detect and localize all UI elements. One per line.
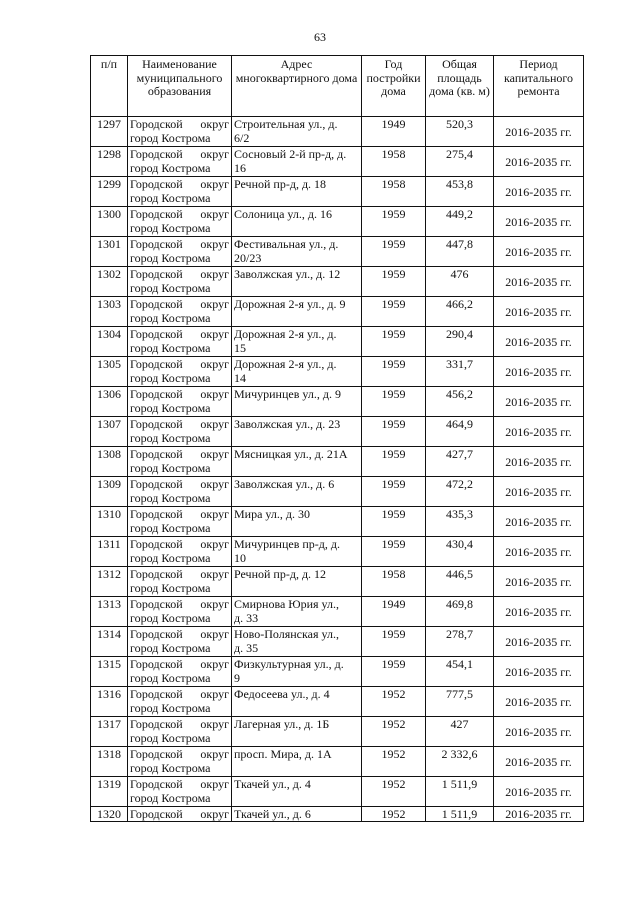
cell-period: 2016-2035 гг. xyxy=(494,297,584,327)
municipality-word2: округ xyxy=(200,477,229,491)
cell-number: 1312 xyxy=(91,567,128,597)
municipality-line2: город Кострома xyxy=(130,431,211,445)
cell-address xyxy=(232,777,362,807)
cell-number: 1300 xyxy=(91,207,128,237)
municipality-word2: округ xyxy=(200,777,229,791)
municipality-word1: Городской xyxy=(130,207,183,221)
cell-address xyxy=(232,657,362,687)
cell-year: 1959 xyxy=(362,267,426,297)
cell-period: 2016-2035 гг. xyxy=(494,507,584,537)
address-line1: Заволжская ул., д. 23 xyxy=(234,417,341,431)
cell-address xyxy=(232,687,362,717)
cell-municipality xyxy=(128,657,232,687)
address-line1: Солоница ул., д. 16 xyxy=(234,207,332,221)
address-line1: Ново-Полянская ул., xyxy=(234,627,339,641)
table-row xyxy=(91,807,584,822)
cell-area: 435,3 xyxy=(426,507,494,537)
cell-number: 1319 xyxy=(91,777,128,807)
municipality-word1: Городской xyxy=(130,297,183,311)
municipality-word2: округ xyxy=(200,237,229,251)
cell-address xyxy=(232,147,362,177)
municipality-line2: город Кострома xyxy=(130,791,211,805)
table-row xyxy=(91,657,584,687)
cell-area: 427 xyxy=(426,717,494,747)
municipality-word2: округ xyxy=(200,687,229,701)
table-row xyxy=(91,567,584,597)
cell-municipality xyxy=(128,777,232,807)
cell-period: 2016-2035 гг. xyxy=(494,807,584,822)
cell-number: 1308 xyxy=(91,447,128,477)
address-line1: Федосеева ул., д. 4 xyxy=(234,687,330,701)
cell-area: 469,8 xyxy=(426,597,494,627)
table-row xyxy=(91,357,584,387)
cell-year: 1959 xyxy=(362,237,426,267)
municipality-word2: округ xyxy=(200,747,229,761)
cell-address xyxy=(232,747,362,777)
cell-period: 2016-2035 гг. xyxy=(494,687,584,717)
cell-number: 1317 xyxy=(91,717,128,747)
municipality-word2: округ xyxy=(200,807,229,821)
cell-number: 1303 xyxy=(91,297,128,327)
municipality-line2: город Кострома xyxy=(130,341,211,355)
address-line2: 10 xyxy=(234,551,246,565)
cell-period: 2016-2035 гг. xyxy=(494,747,584,777)
address-line1: просп. Мира, д. 1А xyxy=(234,747,332,761)
cell-year: 1959 xyxy=(362,387,426,417)
municipality-word1: Городской xyxy=(130,267,183,281)
municipality-word2: округ xyxy=(200,117,229,131)
table-row xyxy=(91,297,584,327)
cell-number: 1302 xyxy=(91,267,128,297)
cell-number: 1301 xyxy=(91,237,128,267)
municipality-word1: Городской xyxy=(130,507,183,521)
header-year: Год постройки дома xyxy=(362,56,426,117)
municipality-word1: Городской xyxy=(130,117,183,131)
municipality-word2: округ xyxy=(200,327,229,341)
cell-area: 2 332,6 xyxy=(426,747,494,777)
table-row xyxy=(91,147,584,177)
address-line2: 9 xyxy=(234,671,240,685)
cell-municipality xyxy=(128,627,232,657)
table-row xyxy=(91,717,584,747)
cell-address xyxy=(232,177,362,207)
municipality-line2: город Кострома xyxy=(130,641,211,655)
municipality-line2: город Кострома xyxy=(130,251,211,265)
municipality-word2: округ xyxy=(200,417,229,431)
table-row xyxy=(91,687,584,717)
cell-municipality xyxy=(128,537,232,567)
cell-year: 1959 xyxy=(362,657,426,687)
municipality-word1: Городской xyxy=(130,177,183,191)
municipality-word1: Городской xyxy=(130,147,183,161)
cell-area: 453,8 xyxy=(426,177,494,207)
address-line2: 6/2 xyxy=(234,131,250,145)
cell-municipality xyxy=(128,807,232,822)
municipality-line2: город Кострома xyxy=(130,191,211,205)
address-line1: Мясницкая ул., д. 21А xyxy=(234,447,348,461)
municipality-line2: город Кострома xyxy=(130,671,211,685)
municipality-word2: округ xyxy=(200,177,229,191)
cell-year: 1959 xyxy=(362,327,426,357)
cell-area: 454,1 xyxy=(426,657,494,687)
cell-year: 1952 xyxy=(362,687,426,717)
table-row xyxy=(91,417,584,447)
cell-municipality xyxy=(128,687,232,717)
cell-period: 2016-2035 гг. xyxy=(494,177,584,207)
table-row xyxy=(91,597,584,627)
cell-address xyxy=(232,387,362,417)
municipality-word2: округ xyxy=(200,147,229,161)
cell-year: 1959 xyxy=(362,417,426,447)
cell-address xyxy=(232,237,362,267)
cell-area: 777,5 xyxy=(426,687,494,717)
municipality-word1: Городской xyxy=(130,627,183,641)
municipality-word2: округ xyxy=(200,507,229,521)
municipality-word1: Городской xyxy=(130,687,183,701)
table-row xyxy=(91,327,584,357)
address-line1: Заволжская ул., д. 12 xyxy=(234,267,341,281)
table-row xyxy=(91,117,584,147)
cell-number: 1311 xyxy=(91,537,128,567)
municipality-word1: Городской xyxy=(130,537,183,551)
cell-number: 1318 xyxy=(91,747,128,777)
cell-municipality xyxy=(128,237,232,267)
municipality-line2: город Кострома xyxy=(130,701,211,715)
address-line2: д. 33 xyxy=(234,611,259,625)
address-line2: 15 xyxy=(234,341,246,355)
municipality-line2: город Кострома xyxy=(130,491,211,505)
cell-address xyxy=(232,447,362,477)
cell-municipality xyxy=(128,477,232,507)
cell-municipality xyxy=(128,297,232,327)
cell-period: 2016-2035 гг. xyxy=(494,717,584,747)
cell-period: 2016-2035 гг. xyxy=(494,417,584,447)
cell-period: 2016-2035 гг. xyxy=(494,207,584,237)
address-line1: Смирнова Юрия ул., xyxy=(234,597,340,611)
cell-address xyxy=(232,567,362,597)
cell-period: 2016-2035 гг. xyxy=(494,627,584,657)
cell-period: 2016-2035 гг. xyxy=(494,117,584,147)
cell-area: 476 xyxy=(426,267,494,297)
cell-area: 449,2 xyxy=(426,207,494,237)
municipality-line2: город Кострома xyxy=(130,581,211,595)
cell-year: 1949 xyxy=(362,597,426,627)
municipality-word1: Городской xyxy=(130,327,183,341)
address-line1: Мира ул., д. 30 xyxy=(234,507,310,521)
cell-year: 1949 xyxy=(362,117,426,147)
cell-number: 1298 xyxy=(91,147,128,177)
cell-municipality xyxy=(128,567,232,597)
municipality-word1: Городской xyxy=(130,567,183,581)
cell-municipality xyxy=(128,267,232,297)
cell-municipality xyxy=(128,327,232,357)
address-line1: Дорожная 2-я ул., д. xyxy=(234,327,337,341)
cell-number: 1309 xyxy=(91,477,128,507)
municipality-word2: округ xyxy=(200,657,229,671)
cell-area: 1 511,9 xyxy=(426,777,494,807)
municipality-word2: округ xyxy=(200,717,229,731)
cell-municipality xyxy=(128,597,232,627)
header-period: Период капитального ремонта xyxy=(494,56,584,117)
housing-registry-table xyxy=(90,55,584,822)
address-line1: Мичуринцев пр-д, д. xyxy=(234,537,341,551)
municipality-line2: город Кострома xyxy=(130,161,211,175)
address-line1: Речной пр-д, д. 12 xyxy=(234,567,327,581)
address-line1: Сосновый 2-й пр-д, д. xyxy=(234,147,347,161)
cell-address xyxy=(232,597,362,627)
cell-municipality xyxy=(128,387,232,417)
table-row xyxy=(91,507,584,537)
cell-area: 290,4 xyxy=(426,327,494,357)
municipality-word1: Городской xyxy=(130,777,183,791)
cell-municipality xyxy=(128,747,232,777)
cell-address xyxy=(232,507,362,537)
table-row xyxy=(91,447,584,477)
cell-area: 331,7 xyxy=(426,357,494,387)
cell-municipality xyxy=(128,147,232,177)
cell-period: 2016-2035 гг. xyxy=(494,147,584,177)
municipality-word1: Городской xyxy=(130,387,183,401)
municipality-word2: округ xyxy=(200,297,229,311)
cell-number: 1305 xyxy=(91,357,128,387)
municipality-line2: город Кострома xyxy=(130,401,211,415)
cell-address xyxy=(232,537,362,567)
cell-number: 1304 xyxy=(91,327,128,357)
cell-period: 2016-2035 гг. xyxy=(494,387,584,417)
cell-year: 1958 xyxy=(362,147,426,177)
cell-address xyxy=(232,477,362,507)
municipality-line2: город Кострома xyxy=(130,131,211,145)
municipality-word2: округ xyxy=(200,537,229,551)
cell-area: 466,2 xyxy=(426,297,494,327)
table-row xyxy=(91,777,584,807)
cell-area: 275,4 xyxy=(426,147,494,177)
municipality-word1: Городской xyxy=(130,657,183,671)
cell-area: 447,8 xyxy=(426,237,494,267)
cell-period: 2016-2035 гг. xyxy=(494,357,584,387)
address-line1: Фестивальная ул., д. xyxy=(234,237,339,251)
municipality-word2: округ xyxy=(200,627,229,641)
municipality-line2: город Кострома xyxy=(130,311,211,325)
municipality-word2: округ xyxy=(200,447,229,461)
cell-year: 1959 xyxy=(362,207,426,237)
municipality-line2: город Кострома xyxy=(130,371,211,385)
municipality-word1: Городской xyxy=(130,747,183,761)
header-num: п/п xyxy=(91,56,128,117)
cell-number: 1316 xyxy=(91,687,128,717)
cell-year: 1959 xyxy=(362,477,426,507)
cell-year: 1958 xyxy=(362,567,426,597)
address-line1: Ткачей ул., д. 4 xyxy=(234,777,311,791)
cell-address xyxy=(232,627,362,657)
address-line1: Дорожная 2-я ул., д. xyxy=(234,357,337,371)
cell-number: 1306 xyxy=(91,387,128,417)
cell-number: 1320 xyxy=(91,807,128,822)
cell-municipality xyxy=(128,117,232,147)
cell-area: 446,5 xyxy=(426,567,494,597)
cell-period: 2016-2035 гг. xyxy=(494,327,584,357)
cell-number: 1297 xyxy=(91,117,128,147)
header-municipality: Наименование муниципального образования xyxy=(128,56,232,117)
cell-municipality xyxy=(128,417,232,447)
municipality-line2: город Кострома xyxy=(130,551,211,565)
cell-number: 1299 xyxy=(91,177,128,207)
cell-number: 1313 xyxy=(91,597,128,627)
address-line1: Физкультурная ул., д. xyxy=(234,657,344,671)
cell-area: 430,4 xyxy=(426,537,494,567)
cell-year: 1959 xyxy=(362,447,426,477)
address-line1: Дорожная 2-я ул., д. 9 xyxy=(234,297,346,311)
table-row xyxy=(91,387,584,417)
municipality-word1: Городской xyxy=(130,597,183,611)
cell-number: 1314 xyxy=(91,627,128,657)
municipality-word1: Городской xyxy=(130,477,183,491)
address-line1: Лагерная ул., д. 1Б xyxy=(234,717,330,731)
cell-area: 427,7 xyxy=(426,447,494,477)
cell-address xyxy=(232,717,362,747)
cell-year: 1952 xyxy=(362,747,426,777)
table-header-row xyxy=(91,56,584,117)
cell-number: 1310 xyxy=(91,507,128,537)
address-line1: Мичуринцев ул., д. 9 xyxy=(234,387,341,401)
cell-period: 2016-2035 гг. xyxy=(494,657,584,687)
municipality-word2: округ xyxy=(200,357,229,371)
cell-area: 520,3 xyxy=(426,117,494,147)
cell-address xyxy=(232,357,362,387)
address-line2: д. 35 xyxy=(234,641,259,655)
municipality-line2: город Кострома xyxy=(130,461,211,475)
municipality-word2: округ xyxy=(200,207,229,221)
address-line1: Речной пр-д, д. 18 xyxy=(234,177,327,191)
cell-municipality xyxy=(128,177,232,207)
cell-year: 1959 xyxy=(362,627,426,657)
municipality-word1: Городской xyxy=(130,417,183,431)
cell-municipality xyxy=(128,447,232,477)
cell-period: 2016-2035 гг. xyxy=(494,537,584,567)
cell-area: 456,2 xyxy=(426,387,494,417)
cell-municipality xyxy=(128,207,232,237)
table-row xyxy=(91,207,584,237)
table-body xyxy=(91,117,584,822)
municipality-word2: округ xyxy=(200,387,229,401)
address-line2: 16 xyxy=(234,161,246,175)
table-row xyxy=(91,177,584,207)
table-row xyxy=(91,537,584,567)
cell-municipality xyxy=(128,507,232,537)
cell-area: 278,7 xyxy=(426,627,494,657)
table-row xyxy=(91,477,584,507)
cell-municipality xyxy=(128,717,232,747)
address-line1: Ткачей ул., д. 6 xyxy=(234,807,311,821)
cell-year: 1958 xyxy=(362,177,426,207)
cell-address xyxy=(232,417,362,447)
municipality-line2: город Кострома xyxy=(130,281,211,295)
municipality-word1: Городской xyxy=(130,717,183,731)
cell-year: 1952 xyxy=(362,807,426,822)
cell-period: 2016-2035 гг. xyxy=(494,447,584,477)
cell-year: 1959 xyxy=(362,297,426,327)
municipality-word1: Городской xyxy=(130,807,183,821)
table-row xyxy=(91,627,584,657)
municipality-word1: Городской xyxy=(130,237,183,251)
cell-period: 2016-2035 гг. xyxy=(494,597,584,627)
municipality-word1: Городской xyxy=(130,357,183,371)
municipality-word1: Городской xyxy=(130,447,183,461)
cell-year: 1952 xyxy=(362,777,426,807)
municipality-word2: округ xyxy=(200,267,229,281)
table-row xyxy=(91,747,584,777)
municipality-line2: город Кострома xyxy=(130,521,211,535)
cell-period: 2016-2035 гг. xyxy=(494,237,584,267)
cell-address xyxy=(232,297,362,327)
cell-area: 464,9 xyxy=(426,417,494,447)
cell-address xyxy=(232,207,362,237)
cell-period: 2016-2035 гг. xyxy=(494,267,584,297)
cell-area: 472,2 xyxy=(426,477,494,507)
municipality-line2: город Кострома xyxy=(130,731,211,745)
municipality-word2: округ xyxy=(200,597,229,611)
header-area: Общая площадь дома (кв. м) xyxy=(426,56,494,117)
address-line1: Заволжская ул., д. 6 xyxy=(234,477,335,491)
address-line2: 14 xyxy=(234,371,246,385)
cell-address xyxy=(232,267,362,297)
cell-address xyxy=(232,117,362,147)
cell-period: 2016-2035 гг. xyxy=(494,567,584,597)
address-line2: 20/23 xyxy=(234,251,262,265)
address-line1: Строительная ул., д. xyxy=(234,117,338,131)
cell-number: 1315 xyxy=(91,657,128,687)
cell-year: 1959 xyxy=(362,507,426,537)
cell-period: 2016-2035 гг. xyxy=(494,477,584,507)
cell-area: 1 511,9 xyxy=(426,807,494,822)
cell-year: 1959 xyxy=(362,357,426,387)
cell-address xyxy=(232,807,362,822)
cell-year: 1959 xyxy=(362,537,426,567)
cell-number: 1307 xyxy=(91,417,128,447)
table-row xyxy=(91,237,584,267)
cell-year: 1952 xyxy=(362,717,426,747)
cell-period: 2016-2035 гг. xyxy=(494,777,584,807)
municipality-line2: город Кострома xyxy=(130,761,211,775)
table-row xyxy=(91,267,584,297)
municipality-line2: город Кострома xyxy=(130,611,211,625)
municipality-line2: город Кострома xyxy=(130,221,211,235)
cell-address xyxy=(232,327,362,357)
municipality-word2: округ xyxy=(200,567,229,581)
cell-municipality xyxy=(128,357,232,387)
page-number: 63 xyxy=(314,30,326,44)
header-address: Адрес многоквартирного дома xyxy=(232,56,362,117)
